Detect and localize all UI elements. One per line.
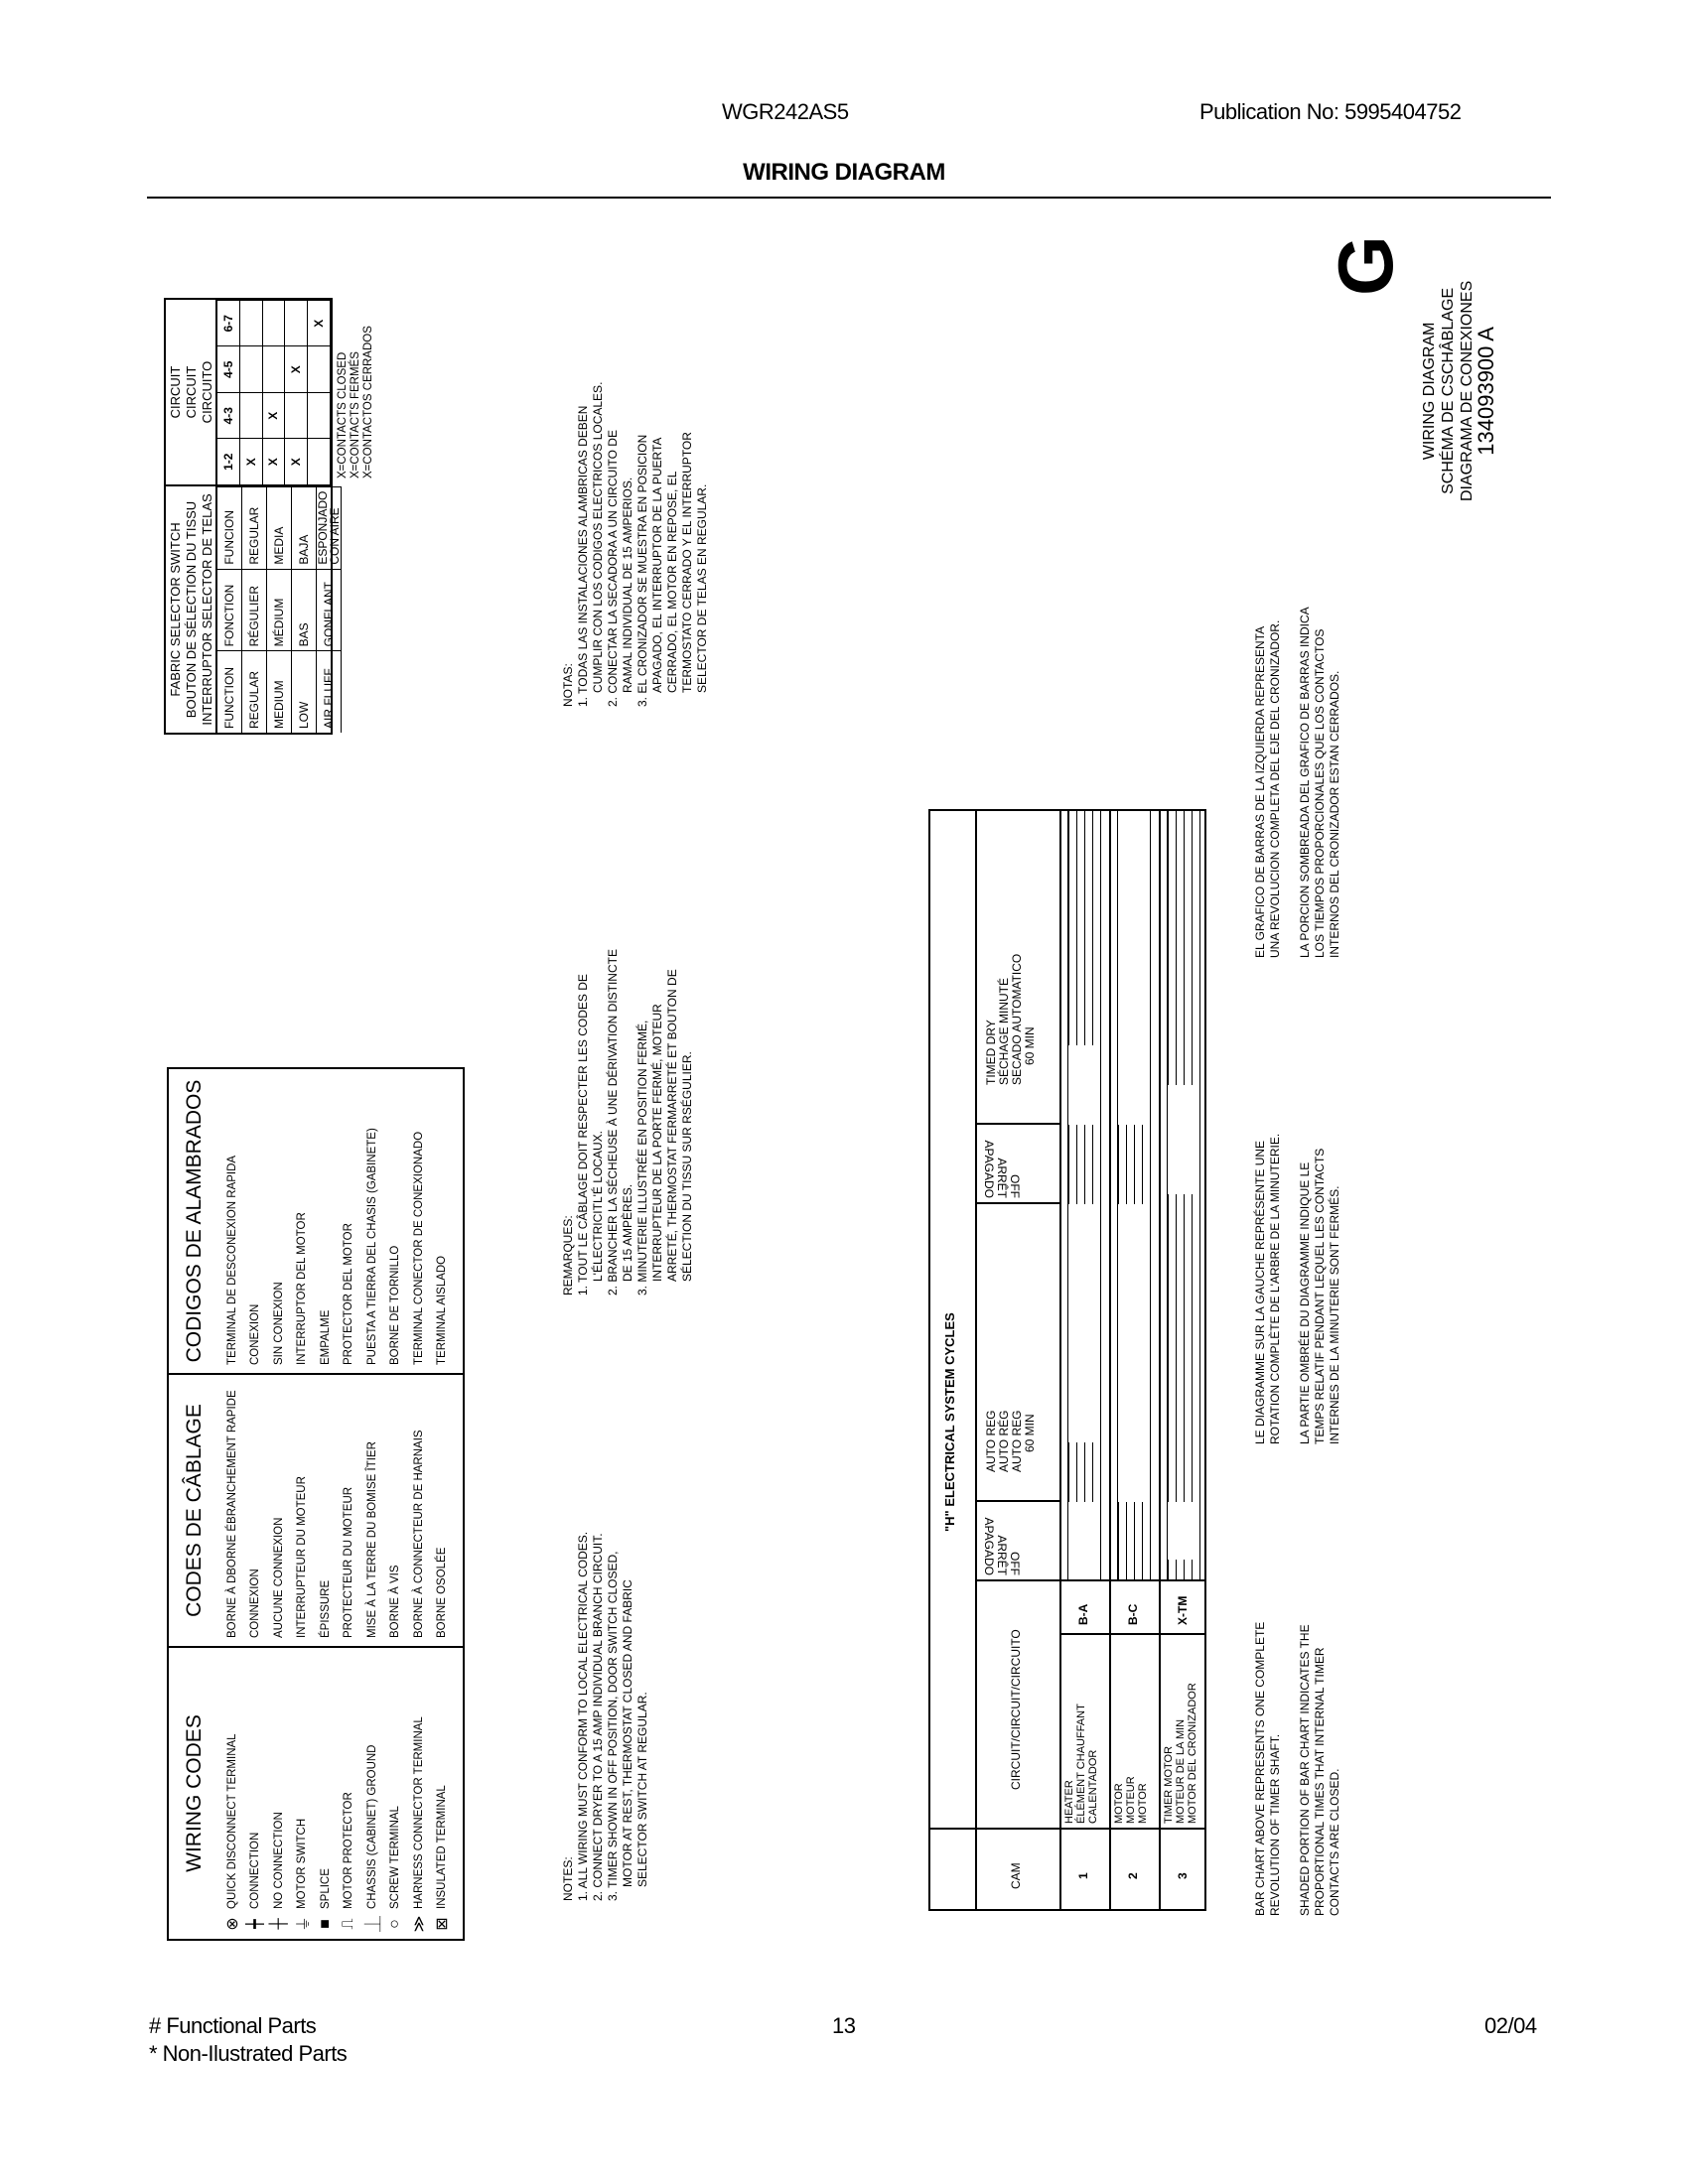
- harness-connector-terminal-icon: ≫: [410, 1915, 428, 1933]
- insulated-terminal-icon: ⊠: [434, 1917, 452, 1931]
- wiring-code-row: [267, 1648, 291, 1939]
- circuit-header: 4-3: [217, 392, 240, 439]
- revision-date: 02/04: [1484, 2013, 1537, 2038]
- wiring-code-es: SIN CONEXION: [272, 1282, 285, 1365]
- circuit-header: CIRCUIT/CIRCUIT/CIRCUITO: [1009, 1629, 1023, 1790]
- explanation-line: LOS TIEMPOS PROPORCIONALES QUE LOS CONTACTOS: [1313, 628, 1327, 958]
- circuit-name-line: MOTEUR DE LA MIN: [1175, 1718, 1187, 1824]
- wiring-code-label: HARNESS CONNECTOR TERMINAL: [412, 1716, 425, 1909]
- explanation-line: TEMPS RELATIF PENDANT LEQUEL LES CONTACTS: [1313, 1148, 1327, 1444]
- contact-mark: [240, 346, 263, 393]
- circuit-header: 6-7: [217, 300, 240, 346]
- electrical-cycles-section: [928, 809, 1206, 1911]
- no-connection-icon: ┼: [269, 1918, 287, 1930]
- note-line: 3. EL CRONIZADOR SE MUESTRA EN POSICION: [635, 434, 649, 707]
- timer-segment-open: [1067, 1045, 1101, 1125]
- note-line: 1. TOUT LE CÂBLAGE DOIT RESPECTER LES CODES DE: [576, 974, 590, 1296]
- note-line: CUMPLIR CON LOS CODIGOS ELECTRICOS LOCALES.: [591, 381, 605, 693]
- note-line: 3. MINUTERIE ILLUSTRÉE EN POSITION FERMÉ,: [635, 1020, 649, 1296]
- fabric-selector-title: [166, 486, 217, 733]
- contact-mark: [308, 392, 331, 439]
- contact-mark: [240, 300, 263, 346]
- fabric-setting-en: MEDIUM: [267, 650, 292, 733]
- fabric-setting-fr: GONFLANT: [317, 569, 342, 651]
- timer-segment-open: [1167, 1502, 1200, 1560]
- explanation-english: [1253, 1622, 1342, 1916]
- contact-mark: [263, 346, 286, 393]
- circuit-header: 4-5: [217, 346, 240, 393]
- note-line: 1. ALL WIRING MUST CONFORM TO LOCAL ELECTRICAL CODES.: [576, 1531, 590, 1901]
- notas-heading: NOTAS:: [561, 663, 575, 707]
- wiring-code-row: [360, 1648, 384, 1939]
- explanation-line: [1283, 1134, 1298, 1444]
- note-line: TERMOSTATO CERRADO Y EL INTERRUPTOR: [680, 432, 694, 693]
- circuit-code: B-C: [1126, 1603, 1140, 1625]
- note-line: APAGADO, EL INTERRUPTOR DE LA PUERTA: [650, 437, 664, 693]
- timer-segment-closed: [1167, 1194, 1200, 1502]
- diagram-stamp: [1420, 280, 1498, 501]
- explanation-line: SHADED PORTION OF BAR CHART INDICATES THE: [1298, 1624, 1312, 1916]
- cam-3-bar: [1167, 811, 1200, 1909]
- circuit-fr: CIRCUIT: [184, 365, 199, 419]
- function-column-header: FUNCTION: [217, 650, 242, 733]
- circuit-name-line: MOTOR: [1137, 1783, 1149, 1824]
- wiring-code-fr: PROTECTEUR DU MOTEUR: [343, 1486, 355, 1638]
- timed-dry-label: TIMED DRY SÉCHAGE MINUTÉ SECADO AUTOMATICO 60 MIN: [984, 953, 1037, 1085]
- contact-mark: [285, 392, 308, 439]
- contact-mark: X: [263, 392, 286, 439]
- wiring-code-row: [407, 1648, 431, 1939]
- note-line: DE 15 AMPÈRES.: [621, 1183, 634, 1282]
- cam-header: CAM: [1009, 1862, 1023, 1889]
- timer-segment-open: [1167, 1085, 1200, 1194]
- wiring-code-fr: CONNEXION: [249, 1569, 262, 1638]
- quick-disconnect-terminal-icon: ⊗: [223, 1917, 241, 1931]
- fabric-setting-es: ESPONJADO CON AIRE: [317, 486, 342, 569]
- note-line: MOTOR AT REST, THERMOSTAT CLOSED AND FABRIC: [621, 1579, 634, 1887]
- note-line: SÉLECTION DU TISSU SUR RSÉGULIER.: [680, 1051, 694, 1282]
- wiring-code-label: SPLICE: [319, 1868, 332, 1909]
- explanation-line: ROTATION COMPLÈTE DE L'ARBRE DE LA MINUTERIE.: [1268, 1133, 1282, 1444]
- note-line: SELECTOR DE TELAS EN REGULAR.: [695, 483, 709, 693]
- wiring-code-label: QUICK DISCONNECT TERMINAL: [225, 1733, 238, 1909]
- contact-mark: X: [285, 346, 308, 393]
- fabric-setting-en: REGULAR: [242, 650, 267, 733]
- circuit-name-line: MOTOR DEL CRONIZADOR: [1187, 1683, 1198, 1824]
- circuit-name-line: ÉLÉMENT CHAUFFANT: [1075, 1704, 1087, 1824]
- explanation-line: CONTACTS ARE CLOSED.: [1328, 1768, 1341, 1916]
- timer-segment-open: [1117, 1204, 1151, 1502]
- cam-2-bar: [1117, 811, 1151, 1909]
- wiring-code-label: CONNECTION: [249, 1832, 262, 1909]
- publication-number: Publication No: 5995404752: [1199, 99, 1462, 124]
- contact-mark: [240, 392, 263, 439]
- contact-mark: X: [308, 300, 331, 346]
- fabric-setting-fr: RÉGULIER: [242, 569, 267, 651]
- contact-mark: [285, 300, 308, 346]
- cam-number: 1: [1076, 1872, 1090, 1879]
- circuit-name-line: HEATER: [1063, 1780, 1075, 1824]
- wiring-code-label: INSULATED TERMINAL: [436, 1785, 449, 1909]
- circuit-name-line: MOTOR: [1113, 1783, 1125, 1824]
- fabric-selector-table: [164, 298, 342, 735]
- fabric-setting-en: LOW: [292, 650, 317, 733]
- contact-mark: X: [285, 439, 308, 485]
- wiring-code-row: [338, 1648, 361, 1939]
- fabric-setting-es: MEDIA: [267, 486, 292, 569]
- explanation-line: BAR CHART ABOVE REPRESENTS ONE COMPLETE: [1253, 1621, 1267, 1916]
- contact-mark: X: [263, 439, 286, 485]
- fabric-selector-section: [164, 298, 375, 735]
- motor-switch-icon: ⏚: [295, 1916, 313, 1933]
- wiring-codes-table: [167, 1067, 465, 1941]
- wiring-code-es: CONEXION: [249, 1303, 262, 1365]
- timer-segment-open: [1117, 809, 1151, 1125]
- wiring-code-es: BORNE DE TORNILLO: [389, 1245, 402, 1365]
- legend-es: X=CONTACTOS CERRADOS: [362, 326, 374, 478]
- circuit-title: [166, 300, 217, 484]
- note-line: 1. TODAS LAS INSTALACIONES ALAMBRICAS DEBEN: [576, 405, 590, 707]
- fabric-setting-es: BAJA: [292, 486, 317, 569]
- functional-parts-note: # Functional Parts: [149, 2013, 317, 2038]
- stamp-line-en: WIRING DIAGRAM: [1421, 322, 1438, 461]
- circuit-name-line: CALENTADOR: [1087, 1749, 1099, 1824]
- contact-mark: [263, 300, 286, 346]
- codigos-de-alambrados-header: CODIGOS DE ALAMBRADOS: [183, 1079, 206, 1363]
- note-line: 3. TIMER SHOWN IN OFF POSITION, DOOR SWITCH CLOSED,: [606, 1551, 620, 1901]
- wiring-code-fr: BORNE OSOLÉE: [436, 1547, 449, 1638]
- wiring-code-label: CHASSIS (CABINET) GROUND: [365, 1744, 378, 1909]
- title-es: INTERRUPTOR SELECTOR DE TELAS: [200, 493, 214, 726]
- wiring-code-fr: BORNE À CONNECTEUR DE HARNAIS: [412, 1430, 425, 1638]
- circuit-code: X-TM: [1176, 1595, 1190, 1625]
- remarques-heading: REMARQUES:: [561, 1215, 575, 1296]
- cam-1-bar: [1067, 811, 1101, 1909]
- circuit-en: CIRCUIT: [168, 365, 183, 419]
- note-line: RAMAL INDIVIDUAL DE 15 AMPERIOS.: [621, 477, 634, 693]
- fabric-setting-fr: MÉDIUM: [267, 569, 292, 651]
- page-title: WIRING DIAGRAM: [743, 159, 945, 186]
- circuit-name-line: MOTEUR: [1125, 1776, 1137, 1824]
- function-column-header: FONCTION: [217, 569, 242, 651]
- wiring-codes-header: WIRING CODES: [183, 1714, 206, 1872]
- auto-reg-label: AUTO REG AUTO RÉG AUTO REG 60 MIN: [984, 1410, 1037, 1472]
- note-line: SELECTOR SWITCH AT REGULAR.: [635, 1692, 649, 1887]
- motor-protector-icon: ⎍: [340, 1918, 357, 1930]
- wiring-codes-section: [167, 1067, 465, 1941]
- explanation-line: LA PARTIE OMBRÉE DU DIAGRAMME INDIQUE LE: [1298, 1161, 1312, 1444]
- timer-segment-closed: [1117, 1502, 1151, 1581]
- circuit-es: CIRCUITO: [200, 360, 214, 424]
- fabric-setting-es: REGULAR: [242, 486, 267, 569]
- wiring-code-fr: MISE À LA TERRE DU BOMISE ÎTIER: [365, 1441, 378, 1638]
- notes-french: [561, 949, 695, 1296]
- off-label-2: OFF ARRÊT APAGADO: [982, 1140, 1022, 1198]
- contact-mark: [308, 439, 331, 485]
- wiring-code-fr: BORNE À VIS: [389, 1565, 402, 1638]
- notes-spanish: [561, 382, 710, 707]
- wiring-code-fr: BORNE À DBORNE ÉBRANCHEMENT RAPIDE: [225, 1390, 238, 1638]
- cam-number: 3: [1176, 1872, 1190, 1879]
- explanation-line: INTERNES DE LA MINUTERIE SONT FERMÉS.: [1328, 1185, 1341, 1444]
- timer-segment-closed: [1117, 1125, 1151, 1204]
- connection-icon: ┿: [247, 1919, 265, 1929]
- function-column-header: FUNCION: [217, 486, 242, 569]
- circuit-name-line: TIMER MOTOR: [1163, 1745, 1175, 1824]
- note-line: CERRADO, EL MOTOR EN REPOSE, EL: [665, 471, 679, 693]
- contacts-legend: [337, 298, 375, 478]
- wiring-code-es: EMPALME: [319, 1309, 332, 1365]
- fabric-setting-fr: BAS: [292, 569, 317, 651]
- timer-segment-open: [1067, 1204, 1101, 1442]
- explanation-line: INTERNOS DEL CRONIZADOR ESTAN CERRADOS.: [1328, 670, 1341, 958]
- note-line: ARRETÉ, THERMOSTAT FERMARRETÉ ET BOUTON DE: [665, 969, 679, 1282]
- notes-english: [561, 1532, 650, 1901]
- explanation-line: [1283, 607, 1298, 958]
- header-divider: [147, 197, 1551, 199]
- explanation-french: [1253, 1134, 1342, 1444]
- timer-segment-open: [1067, 1502, 1101, 1581]
- explanation-line: EL GRAFICO DE BARRAS DE LA IZQUIERDA REPRESENTA: [1253, 625, 1267, 958]
- screw-terminal-icon: ○: [386, 1919, 404, 1929]
- cam-number: 2: [1126, 1872, 1140, 1879]
- title-fr: BOUTON DE SÉLECTION DU TISSU: [184, 500, 199, 719]
- explanation-line: REVOLUTION OF TIMER SHAFT.: [1268, 1733, 1282, 1916]
- wiring-code-fr: AUCUNE CONNEXION: [272, 1517, 285, 1638]
- off-label-1: OFF ARRÊT APAGADO: [982, 1517, 1022, 1575]
- timer-segment-closed: [1167, 809, 1200, 1085]
- wiring-code-es: PROTECTOR DEL MOTOR: [343, 1223, 355, 1365]
- timer-segment-closed: [1067, 1442, 1101, 1502]
- codes-de-cablage-header: CODES DE CÂBLAGE: [183, 1404, 206, 1617]
- wiring-code-fr: ÉPISSURE: [319, 1579, 332, 1638]
- wiring-code-label: MOTOR SWITCH: [296, 1818, 309, 1909]
- note-line: 2. CONECTAR LA SECADORA A UN CIRCUITO DE: [606, 430, 620, 707]
- timer-segment-closed: [1067, 1125, 1101, 1204]
- cycles-title: "H" ELECTRICAL SYSTEM CYCLES: [942, 1312, 957, 1532]
- wiring-code-label: NO CONNECTION: [272, 1812, 285, 1909]
- page-number: 13: [832, 2013, 856, 2038]
- wiring-code-es: INTERRUPTOR DEL MOTOR: [296, 1212, 309, 1365]
- explanation-line: PROPORTIONAL TIMES THAT INTERNAL TIMER: [1313, 1647, 1327, 1916]
- circuit-header: 1-2: [217, 439, 240, 485]
- splice-icon: ■: [316, 1919, 334, 1929]
- timer-segment-closed: [1167, 1560, 1200, 1581]
- legend-en: X=CONTACTS CLOSED: [337, 351, 349, 478]
- electrical-cycles-chart: [928, 809, 1206, 1911]
- contact-mark: [308, 346, 331, 393]
- explanation-line: [1283, 1622, 1298, 1916]
- revision-letter: G: [1322, 235, 1409, 296]
- wiring-code-row: [431, 1648, 455, 1939]
- explanation-line: UNA REVOLUCION COMPLETA DEL EJE DEL CRONIZADOR.: [1268, 619, 1282, 958]
- non-illustrated-parts-note: * Non-Ilustrated Parts: [149, 2041, 348, 2066]
- wiring-code-row: [244, 1648, 268, 1939]
- wiring-code-row: [384, 1648, 408, 1939]
- note-line: 2. CONNECT DRYER TO A 15 AMP INDIVIDUAL BRANCH CIRCUIT.: [591, 1533, 605, 1901]
- wiring-code-es: TERMINAL AISLADO: [436, 1255, 449, 1365]
- circuit-code: B-A: [1076, 1603, 1090, 1625]
- wiring-code-label: MOTOR PROTECTOR: [343, 1792, 355, 1909]
- title-en: FABRIC SELECTOR SWITCH: [168, 522, 183, 697]
- wiring-code-row: [291, 1648, 315, 1939]
- timer-segment-closed: [1067, 809, 1101, 1045]
- legend-fr: X=CONTACTS FERMÉS: [350, 351, 361, 478]
- contact-mark: X: [240, 439, 263, 485]
- diagram-number: 134093900 A: [1474, 327, 1498, 456]
- note-line: L'ÉLECTRICITL'É LOCAUX.: [591, 1131, 605, 1282]
- explanation-line: LA PORCION SOMBREADA DEL GRAFICO DE BARRAS INDICA: [1298, 607, 1312, 958]
- fabric-setting-en: AIR FLUFF: [317, 650, 342, 733]
- wiring-code-es: TERMINAL DE DESCONEXION RAPIDA: [225, 1155, 238, 1365]
- wiring-code-fr: INTERRUPTEUR DU MOTEUR: [296, 1476, 309, 1638]
- stamp-line-es: DIAGRAMA DE CONEXIONES: [1459, 280, 1476, 501]
- wiring-code-es: PUESTA A TIERRA DEL CHASIS (GABINETE): [365, 1128, 378, 1365]
- wiring-code-label: SCREW TERMINAL: [389, 1806, 402, 1909]
- model-number: WGR242AS5: [722, 99, 849, 124]
- stamp-line-fr: SCHÉMA DE CSCHÂBLAGE: [1440, 287, 1457, 494]
- notes-heading: NOTES:: [561, 1856, 575, 1901]
- chassis-ground-icon: ⏊: [365, 1916, 383, 1933]
- note-line: INTERRUPTEUR DE LA PORTE FERMÉ, MOTEUR: [650, 1004, 664, 1282]
- wiring-code-row: [220, 1648, 244, 1939]
- wiring-code-row: [314, 1648, 338, 1939]
- note-line: 2. BRANCHER LA SÉCHEUSE À UNE DÉRIVATION DISTINCTE: [606, 949, 620, 1296]
- explanation-line: LE DIAGRAMME SUR LA GAUCHE REPRÉSENTE UNE: [1253, 1140, 1267, 1444]
- explanation-spanish: [1253, 607, 1342, 958]
- wiring-code-es: TERMINAL CONECTOR DE CONEXIONADO: [412, 1131, 425, 1365]
